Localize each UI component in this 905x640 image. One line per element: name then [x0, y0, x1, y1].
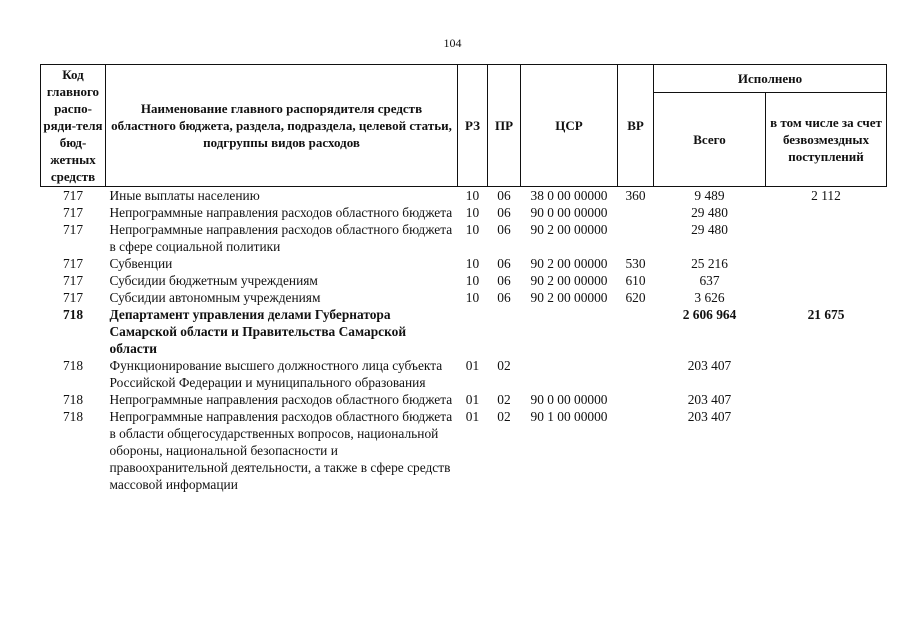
cell-csr: 90 2 00 00000: [530, 256, 608, 271]
table-row: [41, 255, 887, 272]
header-csr: ЦСР: [521, 65, 618, 187]
header-executed: Исполнено: [654, 65, 887, 93]
table-row: [41, 306, 887, 357]
cell-pr: 02: [497, 358, 511, 373]
cell-pr: 02: [497, 392, 511, 407]
cell-csr: 90 2 00 00000: [530, 222, 608, 237]
cell-pr: 02: [497, 409, 511, 424]
cell-name: Непрограммные направления расходов областного бюджета в области общегосударственных вопросов, национальной обороны, национальной безопасности и правоохранительной деятельности, а также в сфере средств массовой информации: [109, 409, 453, 492]
cell-name: Функционирование высшего должностного лица субъекта Российской Федерации и муниципального образования: [109, 358, 443, 390]
cell-rz: [458, 306, 488, 357]
cell-free: [766, 272, 887, 289]
cell-pr: 06: [497, 290, 511, 305]
cell-code: 717: [62, 256, 84, 271]
page-number: 104: [443, 36, 462, 50]
table-row: [41, 391, 887, 408]
cell-free: [766, 357, 887, 391]
header-rz: РЗ: [458, 65, 488, 187]
cell-name: Субсидии автономным учреждениям: [109, 290, 321, 305]
cell-total: 9 489: [694, 188, 725, 203]
cell-vr: [618, 306, 654, 357]
cell-name: Иные выплаты населению: [109, 188, 260, 203]
cell-pr: 06: [497, 205, 511, 220]
table-row: [41, 289, 887, 306]
cell-pr: 06: [497, 273, 511, 288]
cell-rz: 01: [465, 358, 480, 373]
cell-pr: 06: [497, 222, 511, 237]
header-pr: ПР: [488, 65, 521, 187]
cell-code: 718: [62, 307, 84, 322]
cell-code: 717: [62, 188, 84, 203]
header-name: Наименование главного распорядителя средств областного бюджета, раздела, подраздела, целевой статьи, подгруппы видов расходов: [106, 65, 458, 187]
cell-free: [766, 408, 887, 493]
cell-csr: 90 2 00 00000: [530, 290, 608, 305]
cell-code: 718: [62, 392, 84, 407]
cell-code: 717: [62, 205, 84, 220]
cell-name: Непрограммные направления расходов областного бюджета в сфере социальной политики: [109, 222, 453, 254]
cell-csr: 90 2 00 00000: [530, 273, 608, 288]
cell-code: 717: [62, 290, 84, 305]
cell-vr: [618, 204, 654, 221]
cell-vr: 530: [625, 256, 646, 271]
header-free: в том числе за счет безвозмездных поступлений: [766, 92, 887, 186]
table-row: [41, 357, 887, 391]
cell-code: 717: [62, 273, 84, 288]
cell-vr: 360: [625, 188, 646, 203]
cell-total: 3 626: [694, 290, 725, 305]
cell-rz: 10: [465, 290, 480, 305]
cell-pr: [488, 306, 521, 357]
cell-name: Департамент управления делами Губернатора Самарской области и Правительства Самарской области: [109, 307, 407, 356]
cell-rz: 10: [465, 205, 480, 220]
cell-csr: 90 0 00 00000: [530, 392, 608, 407]
cell-csr: [521, 306, 618, 357]
header-total: Всего: [654, 92, 766, 186]
cell-total: 29 480: [691, 222, 728, 237]
cell-code: 718: [62, 358, 84, 373]
cell-csr: 90 1 00 00000: [530, 409, 608, 424]
cell-name: Непрограммные направления расходов областного бюджета: [109, 205, 453, 220]
cell-vr: 620: [625, 290, 646, 305]
cell-rz: 01: [465, 409, 480, 424]
cell-pr: 06: [497, 188, 511, 203]
cell-total: 2 606 964: [682, 307, 737, 322]
cell-total: 203 407: [687, 409, 732, 424]
table-header: [41, 65, 887, 187]
cell-vr: [618, 221, 654, 255]
cell-free: [766, 221, 887, 255]
cell-total: 25 216: [691, 256, 728, 271]
budget-table: [40, 64, 887, 493]
table-row: [41, 408, 887, 493]
cell-name: Непрограммные направления расходов областного бюджета: [109, 392, 453, 407]
cell-free: 2 112: [811, 188, 841, 203]
header-vr: ВР: [618, 65, 654, 187]
cell-rz: 10: [465, 222, 480, 237]
cell-free: [766, 204, 887, 221]
cell-free: [766, 255, 887, 272]
cell-pr: 06: [497, 256, 511, 271]
cell-rz: 10: [465, 256, 480, 271]
cell-rz: 10: [465, 273, 480, 288]
cell-csr: 90 0 00 00000: [530, 205, 608, 220]
table-row: [41, 204, 887, 221]
cell-rz: 10: [465, 188, 480, 203]
cell-vr: [618, 408, 654, 493]
cell-free: [766, 391, 887, 408]
table-row: [41, 221, 887, 255]
cell-name: Субвенции: [109, 256, 173, 271]
cell-vr: [618, 391, 654, 408]
cell-vr: [618, 357, 654, 391]
table-body: [41, 187, 887, 494]
cell-csr: [521, 357, 618, 391]
cell-csr: 38 0 00 00000: [530, 188, 608, 203]
cell-total: 29 480: [691, 205, 728, 220]
cell-total: 637: [699, 273, 720, 288]
cell-total: 203 407: [687, 358, 732, 373]
table-row: [41, 187, 887, 205]
cell-code: 717: [62, 222, 84, 237]
header-code: Код главного распо-ряди-теля бюд-жетных средств: [41, 65, 106, 187]
cell-vr: 610: [625, 273, 646, 288]
cell-name: Субсидии бюджетным учреждениям: [109, 273, 318, 288]
cell-rz: 01: [465, 392, 480, 407]
cell-free: 21 675: [807, 307, 845, 322]
cell-free: [766, 289, 887, 306]
cell-total: 203 407: [687, 392, 732, 407]
cell-code: 718: [62, 409, 84, 424]
table-row: [41, 272, 887, 289]
